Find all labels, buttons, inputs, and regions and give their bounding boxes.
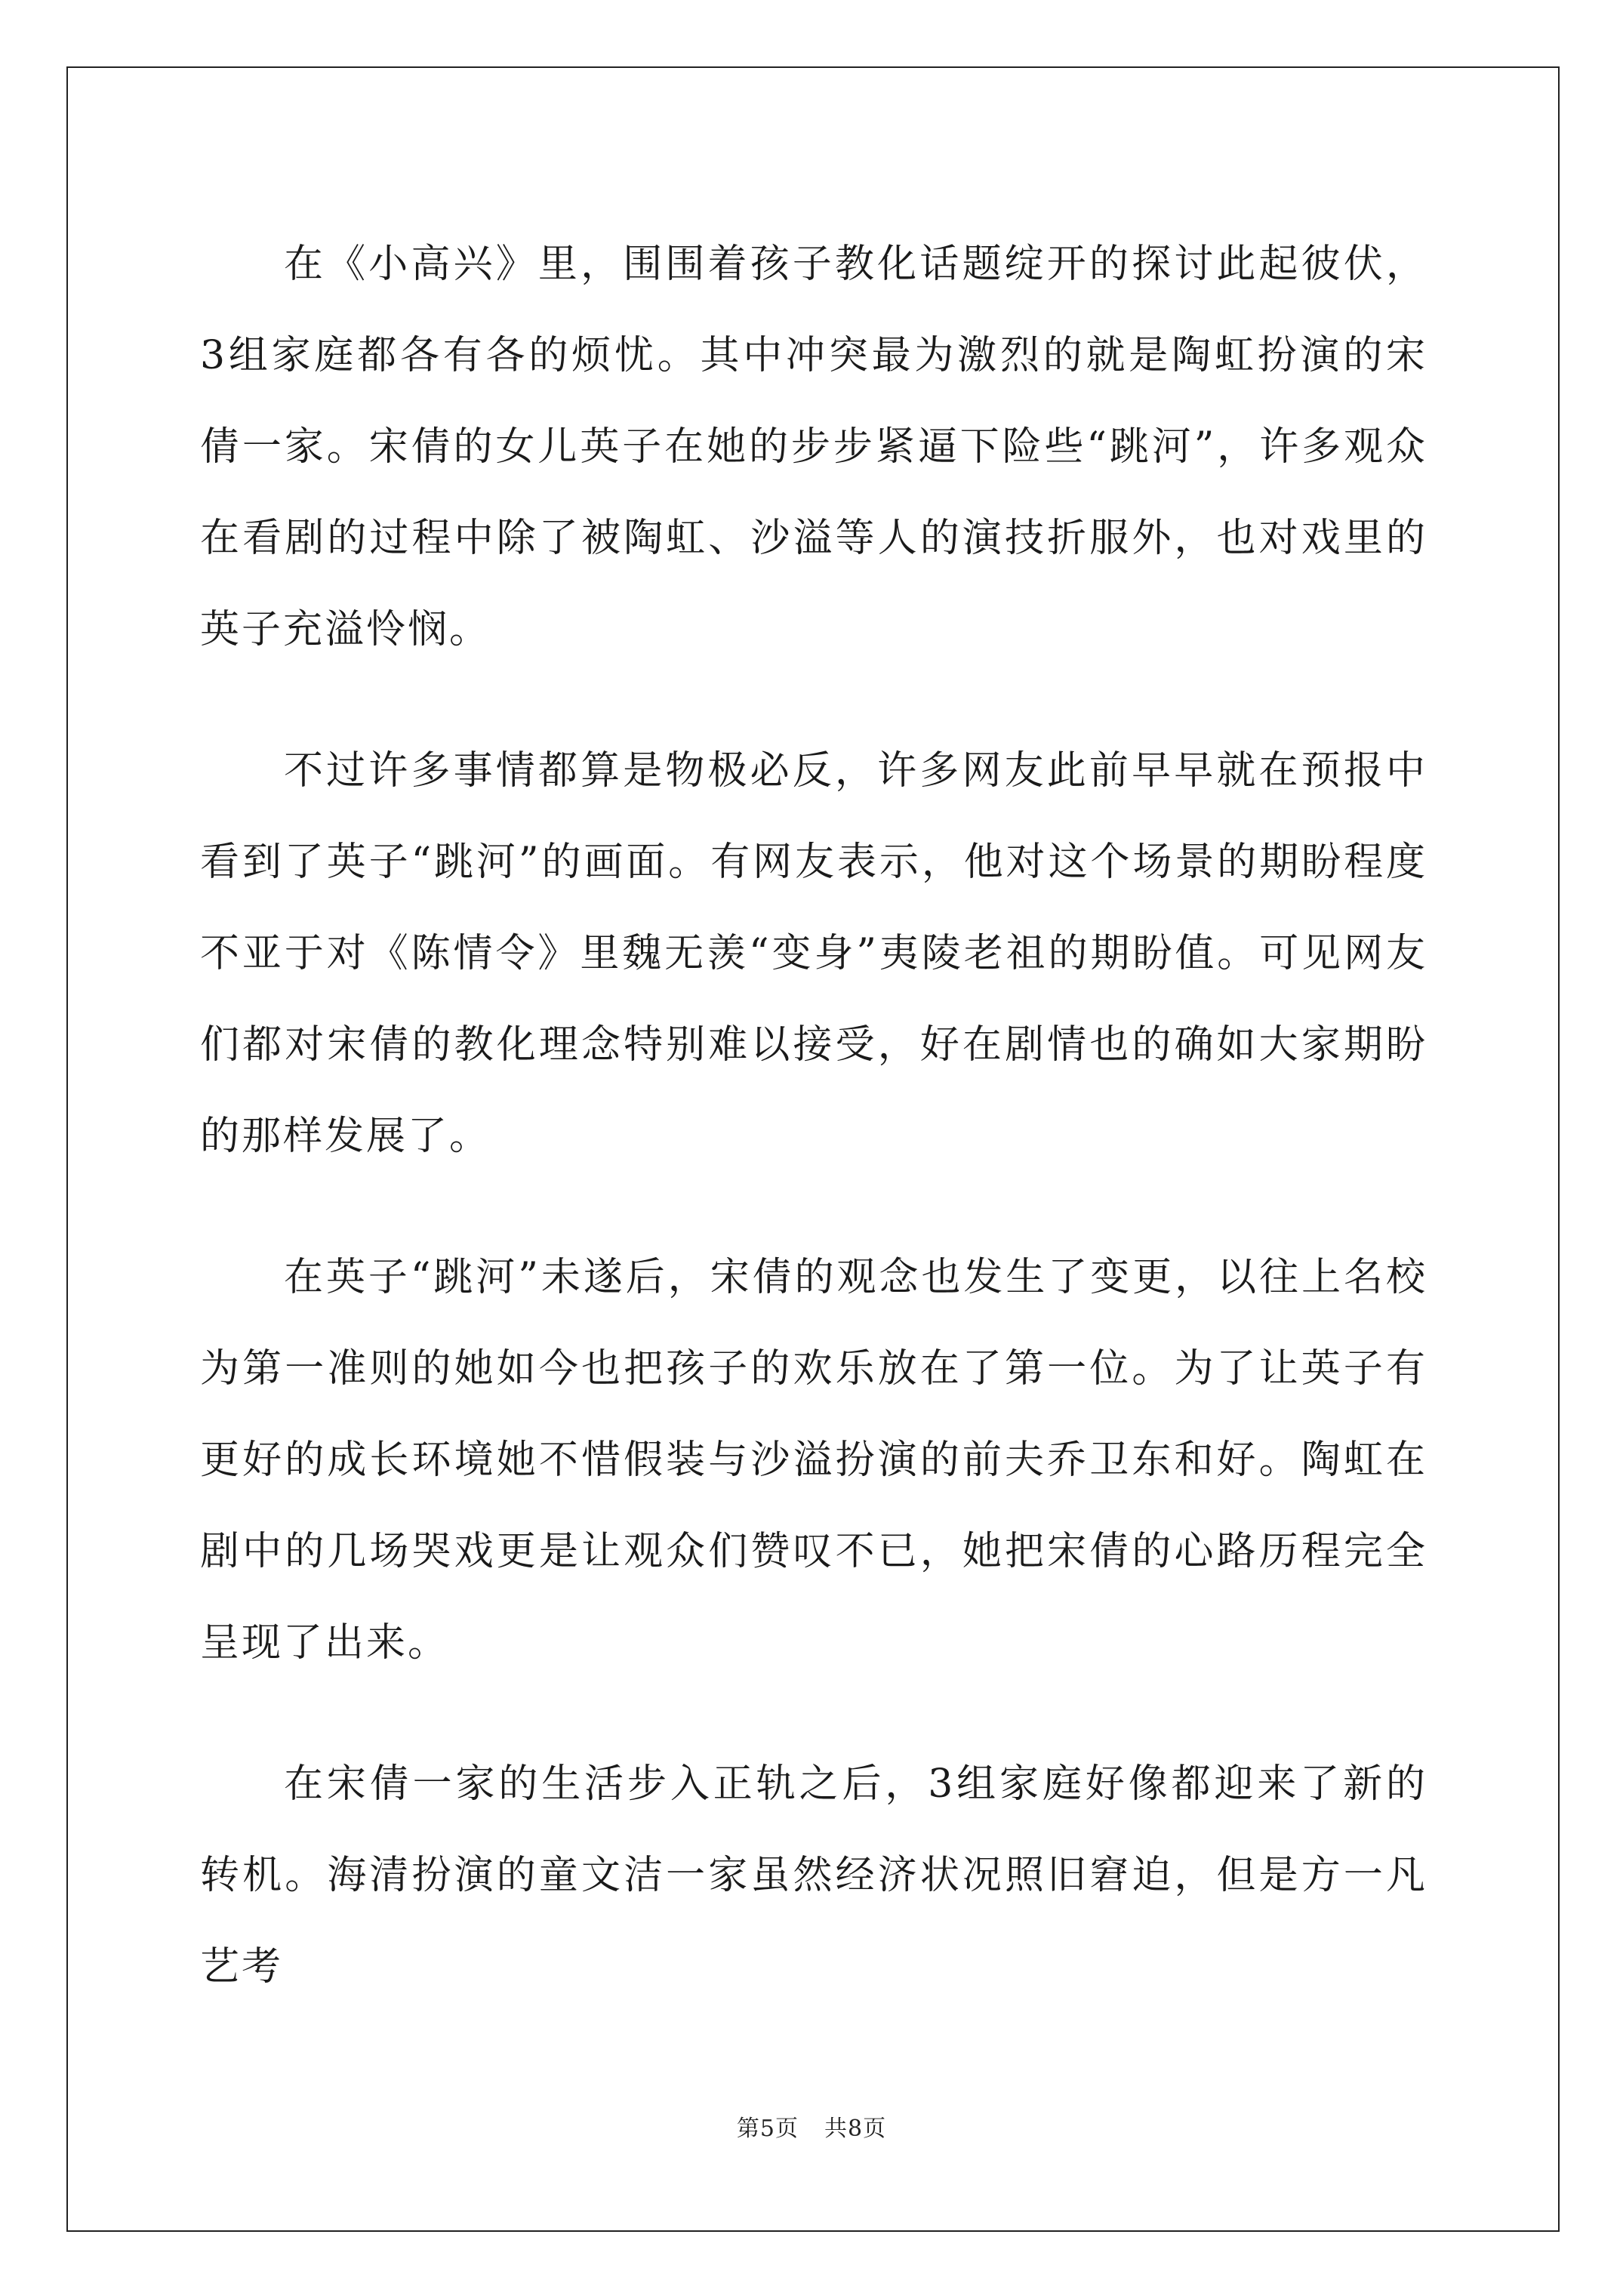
paragraph-2: 不过许多事情都算是物极必反，许多网友此前早早就在预报中看到了英子“跳河”的画面。有网友表示，他对这个场景的期盼程度不亚于对《陈情令》里魏无羡“变身”夷陵老祖的期盼值。可见网友们都对宋倩的教化理念特别难以接受，好在剧情也的确如大家期盼的那样发展了。	[200, 748, 1427, 1159]
paragraph-3: 在英子“跳河”未遂后，宋倩的观念也发生了变更，以往上名校为第一准则的她如今也把孩子的欢乐放在了第一位。为了让英子有更好的成长环境她不惜假装与沙溢扮演的前夫乔卫东和好。陶虹在剧中的几场哭戏更是让观众们赞叹不已，她把宋倩的心路历程完全呈现了出来。	[200, 1255, 1427, 1666]
page-total: 共8页	[824, 2116, 887, 2142]
document-body	[200, 219, 1427, 2063]
page-number: 第5页	[736, 2116, 799, 2142]
page-footer	[0, 2114, 1623, 2144]
paragraph-1: 在《小高兴》里，围围着孩子教化话题绽开的探讨此起彼伏，3组家庭都各有各的烦忧。其中冲突最为激烈的就是陶虹扮演的宋倩一家。宋倩的女儿英子在她的步步紧逼下险些“跳河”，许多观众在看剧的过程中除了被陶虹、沙溢等人的演技折服外，也对戏里的英子充溢怜悯。	[200, 242, 1427, 652]
paragraph-4: 在宋倩一家的生活步入正轨之后，3组家庭好像都迎来了新的转机。海清扮演的童文洁一家虽然经济状况照旧窘迫，但是方一凡艺考	[200, 1761, 1427, 1989]
